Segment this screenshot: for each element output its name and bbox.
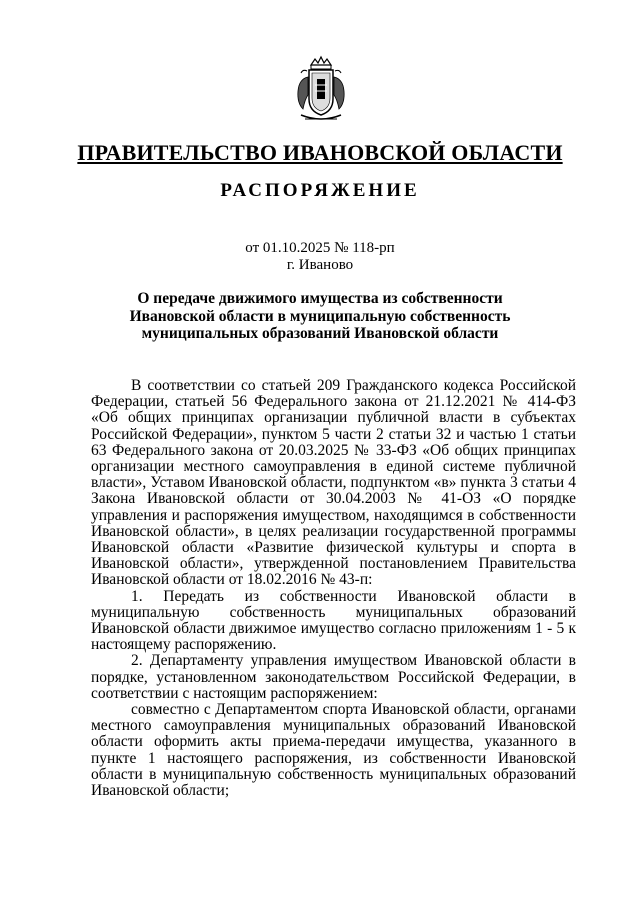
document-body — [91, 378, 576, 799]
document-heading — [60, 290, 580, 343]
clause-2-subparagraph: совместно с Департаментом спорта Ивановской области, органами местного самоуправления муниципальных образований Ивановской области оформить акты приема-передачи имущества, указанного в пункте 1 настоящего распоряжения, из собственности Ивановской области в муниципальную собственность муниципальных образований Ивановской области; — [91, 701, 576, 800]
document-date-number: от 01.10.2025 № 118-рп — [245, 240, 395, 256]
preamble-paragraph: В соответствии со статьей 209 Гражданского кодекса Российской Федерации, статьей 56 Федерального закона от 21.12.2021 № 414-ФЗ «Об общих принципах организации публичной власти в субъектах Российской Федерации», пунктом 5 части 2 статьи 32 и частью 1 статьи 63 Федерального закона от 20.03.2025 № 33-ФЗ «Об общих принципах организации местного самоуправления в единой системе публичной власти», Уставом Ивановской области, подпунктом «в» пункта 3 статьи 4 Закона Ивановской области от 30.04.2003 № 41-ОЗ «О порядке управления и распоряжения имуществом, находящимся в собственности Ивановской области», в целях реализации государственной программы Ивановской области «Развитие физической культуры и спорта в Ивановской области», утвержденной постановлением Правительства Ивановской области от 18.02.2016 № 43-п: — [91, 377, 576, 589]
coat-of-arms-icon — [293, 55, 349, 125]
heading-line: О передаче движимого имущества из собственности — [137, 290, 503, 307]
document-type: РАСПОРЯЖЕНИЕ — [220, 180, 420, 201]
heading-line: муниципальных образований Ивановской области — [141, 325, 499, 342]
heading-line: Ивановской области в муниципальную собственность — [129, 307, 511, 325]
clause-1-paragraph: 1. Передать из собственности Ивановской области в муниципальную собственность муниципальных образований Ивановской области движимое имущество согласно приложениям 1 - 5 к настоящему распоряжению. — [91, 587, 576, 654]
document-city: г. Иваново — [286, 257, 354, 273]
government-title: ПРАВИТЕЛЬСТВО ИВАНОВСКОЙ ОБЛАСТИ — [77, 140, 563, 165]
clause-2-paragraph: 2. Департаменту управления имуществом Ивановской области в порядке, установленном законодательством Российской Федерации, в соответствии с настоящим распоряжением: — [91, 652, 576, 702]
